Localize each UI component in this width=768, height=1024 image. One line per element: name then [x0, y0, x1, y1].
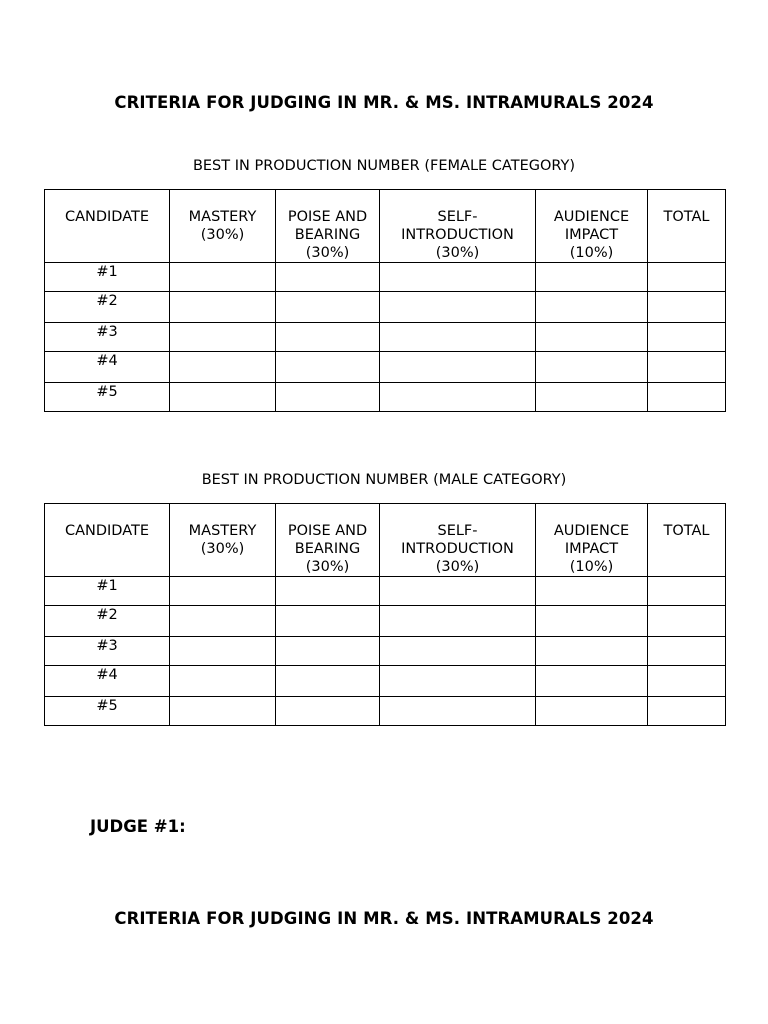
score-cell-mastery[interactable]	[170, 637, 276, 666]
score-cell-self-introduction[interactable]	[380, 666, 536, 697]
score-cell-total[interactable]	[648, 666, 726, 697]
table-row	[45, 666, 726, 697]
table-row	[45, 292, 726, 323]
table-row	[45, 352, 726, 383]
table-row	[45, 323, 726, 352]
column-header-self-introduction: SELF- INTRODUCTION (30%)	[380, 504, 536, 577]
score-cell-audience-impact[interactable]	[536, 666, 648, 697]
column-header-mastery: MASTERY (30%)	[170, 504, 276, 577]
column-header-mastery: MASTERY (30%)	[170, 190, 276, 263]
table-row	[45, 606, 726, 637]
score-cell-audience-impact[interactable]	[536, 637, 648, 666]
score-cell-mastery[interactable]	[170, 323, 276, 352]
score-cell-total[interactable]	[648, 637, 726, 666]
column-header-audience-impact: AUDIENCE IMPACT (10%)	[536, 190, 648, 263]
score-cell-poise[interactable]	[276, 606, 380, 637]
score-cell-total[interactable]	[648, 697, 726, 726]
score-cell-poise[interactable]	[276, 263, 380, 292]
table-row	[45, 637, 726, 666]
column-header-total: TOTAL	[648, 504, 726, 577]
score-cell-total[interactable]	[648, 606, 726, 637]
score-cell-audience-impact[interactable]	[536, 606, 648, 637]
score-cell-total[interactable]	[648, 383, 726, 412]
score-cell-poise[interactable]	[276, 383, 380, 412]
header-row	[45, 190, 726, 263]
candidate-number: #2	[45, 606, 170, 637]
column-header-total: TOTAL	[648, 190, 726, 263]
table-row	[45, 697, 726, 726]
score-cell-poise[interactable]	[276, 352, 380, 383]
score-cell-audience-impact[interactable]	[536, 697, 648, 726]
score-cell-poise[interactable]	[276, 323, 380, 352]
score-cell-total[interactable]	[648, 323, 726, 352]
candidate-number: #5	[45, 383, 170, 412]
candidate-number: #4	[45, 666, 170, 697]
candidate-number: #1	[45, 577, 170, 606]
score-cell-total[interactable]	[648, 292, 726, 323]
header-row	[45, 504, 726, 577]
score-cell-audience-impact[interactable]	[536, 383, 648, 412]
score-cell-mastery[interactable]	[170, 666, 276, 697]
score-cell-mastery[interactable]	[170, 292, 276, 323]
score-cell-self-introduction[interactable]	[380, 637, 536, 666]
score-cell-poise[interactable]	[276, 666, 380, 697]
candidate-number: #3	[45, 323, 170, 352]
score-cell-mastery[interactable]	[170, 383, 276, 412]
score-cell-poise[interactable]	[276, 292, 380, 323]
score-cell-mastery[interactable]	[170, 263, 276, 292]
score-cell-mastery[interactable]	[170, 606, 276, 637]
table-row	[45, 263, 726, 292]
table-row	[45, 577, 726, 606]
score-cell-poise[interactable]	[276, 577, 380, 606]
column-header-candidate: CANDIDATE	[45, 504, 170, 577]
score-cell-audience-impact[interactable]	[536, 323, 648, 352]
candidate-number: #2	[45, 292, 170, 323]
column-header-candidate: CANDIDATE	[45, 190, 170, 263]
score-cell-self-introduction[interactable]	[380, 263, 536, 292]
score-cell-audience-impact[interactable]	[536, 352, 648, 383]
candidate-number: #1	[45, 263, 170, 292]
score-cell-total[interactable]	[648, 263, 726, 292]
female-category-caption: BEST IN PRODUCTION NUMBER (FEMALE CATEGORY)	[192, 158, 576, 174]
candidate-number: #4	[45, 352, 170, 383]
score-cell-audience-impact[interactable]	[536, 292, 648, 323]
candidate-number: #3	[45, 637, 170, 666]
judge-label: JUDGE #1:	[90, 817, 186, 836]
score-cell-mastery[interactable]	[170, 697, 276, 726]
column-header-poise-and-bearing: POISE AND BEARING (30%)	[276, 190, 380, 263]
candidate-number: #5	[45, 697, 170, 726]
score-cell-self-introduction[interactable]	[380, 383, 536, 412]
female-score-table	[44, 189, 726, 412]
score-cell-self-introduction[interactable]	[380, 292, 536, 323]
score-cell-poise[interactable]	[276, 637, 380, 666]
score-cell-self-introduction[interactable]	[380, 323, 536, 352]
score-cell-mastery[interactable]	[170, 577, 276, 606]
column-header-self-introduction: SELF- INTRODUCTION (30%)	[380, 190, 536, 263]
score-cell-self-introduction[interactable]	[380, 697, 536, 726]
score-cell-mastery[interactable]	[170, 352, 276, 383]
score-cell-poise[interactable]	[276, 697, 380, 726]
page-title: CRITERIA FOR JUDGING IN MR. & MS. INTRAMURALS 2024	[114, 93, 654, 112]
score-cell-total[interactable]	[648, 352, 726, 383]
male-score-table	[44, 503, 726, 726]
male-category-caption: BEST IN PRODUCTION NUMBER (MALE CATEGORY)	[201, 472, 567, 488]
score-cell-audience-impact[interactable]	[536, 577, 648, 606]
score-cell-audience-impact[interactable]	[536, 263, 648, 292]
column-header-poise-and-bearing: POISE AND BEARING (30%)	[276, 504, 380, 577]
score-cell-self-introduction[interactable]	[380, 606, 536, 637]
score-cell-self-introduction[interactable]	[380, 577, 536, 606]
column-header-audience-impact: AUDIENCE IMPACT (10%)	[536, 504, 648, 577]
score-cell-total[interactable]	[648, 577, 726, 606]
page-title-repeat: CRITERIA FOR JUDGING IN MR. & MS. INTRAMURALS 2024	[114, 909, 654, 928]
table-row	[45, 383, 726, 412]
score-cell-self-introduction[interactable]	[380, 352, 536, 383]
